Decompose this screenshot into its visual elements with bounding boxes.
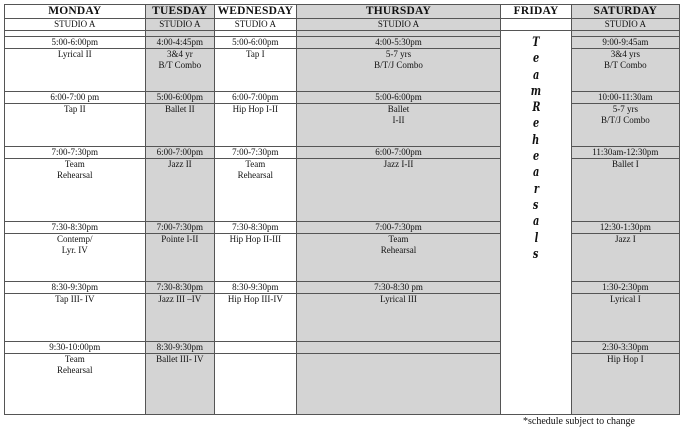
time-cell-monday: 9:30-10:00pm [5, 342, 146, 354]
time-cell-thursday [296, 342, 501, 354]
time-cell-tuesday: 7:30-8:30pm [145, 282, 215, 294]
time-cell-tuesday: 5:00-6:00pm [145, 92, 215, 104]
class-cell-saturday: 5-7 yrs B/T/J Combo [571, 104, 679, 147]
studio-label-wednesday: STUDIO A [215, 19, 296, 31]
class-cell-monday: Lyrical II [5, 49, 146, 92]
class-cell-thursday: Ballet I-II [296, 104, 501, 147]
time-cell-tuesday: 6:00-7:00pm [145, 147, 215, 159]
friday-letter: e [532, 149, 540, 165]
time-cell-tuesday: 4:00-4:45pm [145, 37, 215, 49]
time-cell-wednesday: 8:30-9:30pm [215, 282, 296, 294]
schedule-footnote: *schedule subject to change [523, 416, 635, 427]
friday-letter: e [532, 116, 540, 132]
class-cell-wednesday: Tap I [215, 49, 296, 92]
time-row [5, 37, 680, 49]
friday-letter: R [531, 100, 541, 116]
friday-vertical-text [501, 31, 570, 408]
time-cell-monday: 5:00-6:00pm [5, 37, 146, 49]
time-cell-thursday: 5:00-6:00pm [296, 92, 501, 104]
friday-letter: m [530, 83, 542, 99]
friday-letter: s [533, 197, 539, 213]
schedule-body [5, 5, 680, 415]
time-cell-wednesday: 5:00-6:00pm [215, 37, 296, 49]
time-cell-saturday: 1:30-2:30pm [571, 282, 679, 294]
friday-letter: l [534, 230, 538, 246]
day-header-row [5, 5, 680, 19]
studio-label-monday: STUDIO A [5, 19, 146, 31]
time-cell-monday: 7:30-8:30pm [5, 222, 146, 234]
class-row [5, 104, 680, 147]
class-cell-thursday: Jazz I-II [296, 159, 501, 222]
class-row [5, 49, 680, 92]
class-cell-thursday: Lyrical III [296, 294, 501, 342]
class-cell-saturday: Jazz I [571, 234, 679, 282]
friday-letter: e [532, 51, 540, 67]
friday-letter: s [533, 246, 539, 262]
class-row [5, 234, 680, 282]
class-cell-monday: Tap II [5, 104, 146, 147]
time-row [5, 92, 680, 104]
day-header-saturday: SATURDAY [571, 5, 679, 19]
class-cell-tuesday: Ballet III- IV [145, 354, 215, 415]
time-cell-tuesday: 7:00-7:30pm [145, 222, 215, 234]
class-cell-monday: Contemp/ Lyr. IV [5, 234, 146, 282]
class-cell-tuesday: Pointe I-II [145, 234, 215, 282]
studio-label-friday [501, 19, 571, 31]
class-cell-monday: Team Rehearsal [5, 354, 146, 415]
class-cell-saturday: Lyrical I [571, 294, 679, 342]
time-cell-wednesday [215, 342, 296, 354]
time-cell-saturday: 12:30-1:30pm [571, 222, 679, 234]
time-row [5, 147, 680, 159]
class-cell-wednesday: Hip Hop III-IV [215, 294, 296, 342]
time-row [5, 342, 680, 354]
time-row [5, 282, 680, 294]
class-cell-monday: Team Rehearsal [5, 159, 146, 222]
friday-letter: h [532, 132, 540, 148]
class-cell-tuesday: Ballet II [145, 104, 215, 147]
time-cell-saturday: 10:00-11:30am [571, 92, 679, 104]
time-cell-thursday: 6:00-7:00pm [296, 147, 501, 159]
class-row [5, 294, 680, 342]
studio-label-saturday: STUDIO A [571, 19, 679, 31]
class-cell-wednesday: Team Rehearsal [215, 159, 296, 222]
studio-label-tuesday: STUDIO A [145, 19, 215, 31]
time-cell-wednesday: 6:00-7:00pm [215, 92, 296, 104]
friday-letter: a [532, 214, 540, 230]
friday-letter: r [533, 181, 539, 197]
day-header-thursday: THURSDAY [296, 5, 501, 19]
class-cell-saturday: Ballet I [571, 159, 679, 222]
class-cell-saturday: 3&4 yrs B/T Combo [571, 49, 679, 92]
time-cell-thursday: 7:00-7:30pm [296, 222, 501, 234]
class-cell-monday: Tap III- IV [5, 294, 146, 342]
class-cell-thursday: 5-7 yrs B/T/J Combo [296, 49, 501, 92]
friday-letter: a [532, 67, 540, 83]
friday-letter: a [532, 165, 540, 181]
class-cell-tuesday: Jazz II [145, 159, 215, 222]
time-cell-thursday: 4:00-5:30pm [296, 37, 501, 49]
time-row [5, 222, 680, 234]
class-cell-wednesday: Hip Hop I-II [215, 104, 296, 147]
time-cell-monday: 8:30-9:30pm [5, 282, 146, 294]
class-cell-tuesday: Jazz III –IV [145, 294, 215, 342]
time-cell-monday: 6:00-7:00 pm [5, 92, 146, 104]
day-header-friday: FRIDAY [501, 5, 571, 19]
studio-row [5, 19, 680, 31]
class-row [5, 354, 680, 415]
time-cell-thursday: 7:30-8:30 pm [296, 282, 501, 294]
time-cell-saturday: 11:30am-12:30pm [571, 147, 679, 159]
friday-team-rehearsals-cell [501, 31, 571, 415]
class-cell-thursday: Team Rehearsal [296, 234, 501, 282]
class-cell-wednesday: Hip Hop II-III [215, 234, 296, 282]
time-cell-wednesday: 7:00-7:30pm [215, 147, 296, 159]
class-cell-thursday [296, 354, 501, 415]
time-cell-wednesday: 7:30-8:30pm [215, 222, 296, 234]
day-header-monday: MONDAY [5, 5, 146, 19]
day-header-tuesday: TUESDAY [145, 5, 215, 19]
class-cell-saturday: Hip Hop I [571, 354, 679, 415]
schedule-table [4, 4, 680, 415]
class-cell-wednesday [215, 354, 296, 415]
time-cell-monday: 7:00-7:30pm [5, 147, 146, 159]
day-header-wednesday: WEDNESDAY [215, 5, 296, 19]
time-cell-saturday: 9:00-9:45am [571, 37, 679, 49]
class-cell-tuesday: 3&4 yr B/T Combo [145, 49, 215, 92]
friday-letter: T [532, 35, 540, 50]
studio-label-thursday: STUDIO A [296, 19, 501, 31]
class-row [5, 159, 680, 222]
time-cell-tuesday: 8:30-9:30pm [145, 342, 215, 354]
time-cell-saturday: 2:30-3:30pm [571, 342, 679, 354]
